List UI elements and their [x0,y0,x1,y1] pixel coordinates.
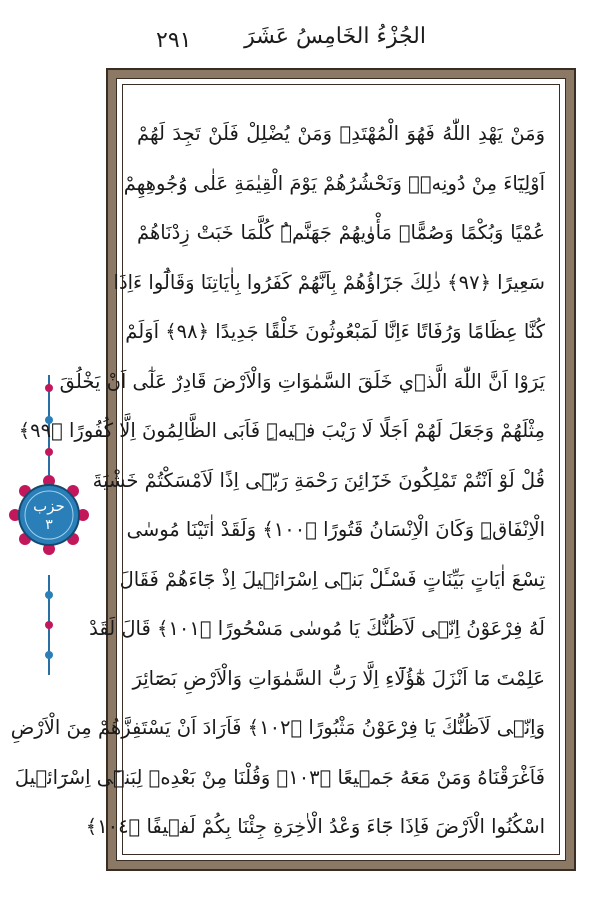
verse-line: اَوْلِيَٓاءَ مِنْ دُونِهٖۜ وَنَحْشُرُهُمْ يَوْمَ الْقِيٰمَةِ عَلٰى وُجُوهِهِمْ [123,171,545,195]
verse-line: الْاِنْفَاقِۜ وَكَانَ الْاِنْسَانُ قَتُورًا ﴿١٠٠﴾ وَلَقَدْ اٰتَيْنَا مُوسٰى [126,518,545,541]
verse-line: اسْكُنُوا الْاَرْضَ فَاِذَا جَٓاءَ وَعْدُ الْاٰخِرَةِ جِئْنَا بِكُمْ لَفٖيفًا ﴿١٠٤﴾ [85,815,545,838]
verse-line: مِثْلَهُمْ وَجَعَلَ لَهُمْ اَجَلًا لَا رَيْبَ فٖيهِۜ فَاَبَى الظَّالِمُونَ اِلَّا كُفُورًا ﴿٩٩﴾ [18,419,545,442]
ornament-bead-icon [44,650,54,660]
ornament-bead-icon [44,590,54,600]
verse-line: عَلِمْتَ مَٓا اَنْزَلَ هٰٓؤُلَٓاءِ اِلَّا رَبُّ السَّمٰوَاتِ وَالْاَرْضِ بَصَٓائِرَ [132,666,545,690]
hizb-label: حزب [33,497,65,515]
ornament-bead-icon [44,620,54,630]
verse-line: عُمْيًا وَبُكْمًا وَصُمًّاۜ مَأْوٰيهُمْ جَهَنَّمُۜ كُلَّمَا خَبَتْ زِدْنَاهُمْ [137,221,545,244]
verse-line: لَهُ فِرْعَوْنُ اِنّٖى لَاَظُنُّكَ يَا مُوسٰى مَسْحُورًا ﴿١٠١﴾ قَالَ لَقَدْ [89,617,545,640]
verse-line: وَمَنْ يَهْدِ اللّٰهُ فَهُوَ الْمُهْتَدِۚ وَمَنْ يُضْلِلْ فَلَنْ تَجِدَ لَهُمْ [137,122,545,145]
verse-line: سَعِيرًا ﴿٩٧﴾ ذٰلِكَ جَزَٓاؤُهُمْ بِاَنَّهُمْ كَفَرُوا بِاٰيَاتِنَا وَقَالُٓوا ءَاِذَا [113,270,545,294]
verse-line: فَاَغْرَقْنَاهُ وَمَنْ مَعَهُ جَمٖيعًا ﴿١٠٣﴾ وَقُلْنَا مِنْ بَعْدِهٖ لِبَنٖٓى اِسْرَٓائٖيلَ [14,765,545,789]
juz-title: الجُزْءُ الخَامِسُ عَشَرَ [244,24,426,49]
verse-line: يَرَوْا اَنَّ اللّٰهَ الَّذٖي خَلَقَ السَّمٰوَاتِ وَالْاَرْضَ قَادِرٌ عَلٰٓى اَنْ يَخْلُقَ [59,369,545,393]
hizb-rosette-icon [9,475,89,555]
verse-line: وَاِنّٖى لَاَظُنُّكَ يَا فِرْعَوْنُ مَثْبُورًا ﴿١٠٢﴾ فَاَرَادَ اَنْ يَسْتَفِزَّهُمْ مِنَ الْاَرْضِ [10,716,545,739]
hizb-number: ٣ [45,517,53,533]
verse-line: تِسْعَ اٰيَاتٍ بَيِّنَاتٍ فَسْـَٔلْ بَنٖٓى اِسْرَٓائٖيلَ اِذْ جَٓاءَهُمْ فَقَالَ [119,567,545,591]
page-number: ٢٩١ [156,28,192,53]
page-header [112,22,572,60]
verse-line: كُنَّا عِظَامًا وَرُفَاتًا ءَاِنَّا لَمَبْعُوثُونَ خَلْقًا جَدِيدًا ﴿٩٨﴾ اَوَلَمْ [125,320,545,343]
ornament-bead-icon [44,383,54,393]
verse-line: قُلْ لَوْ اَنْتُمْ تَمْلِكُونَ خَزَٓائِنَ رَحْمَةِ رَبّٖٓى اِذًا لَاَمْسَكْتُمْ خَشْيَةَ [92,468,545,492]
